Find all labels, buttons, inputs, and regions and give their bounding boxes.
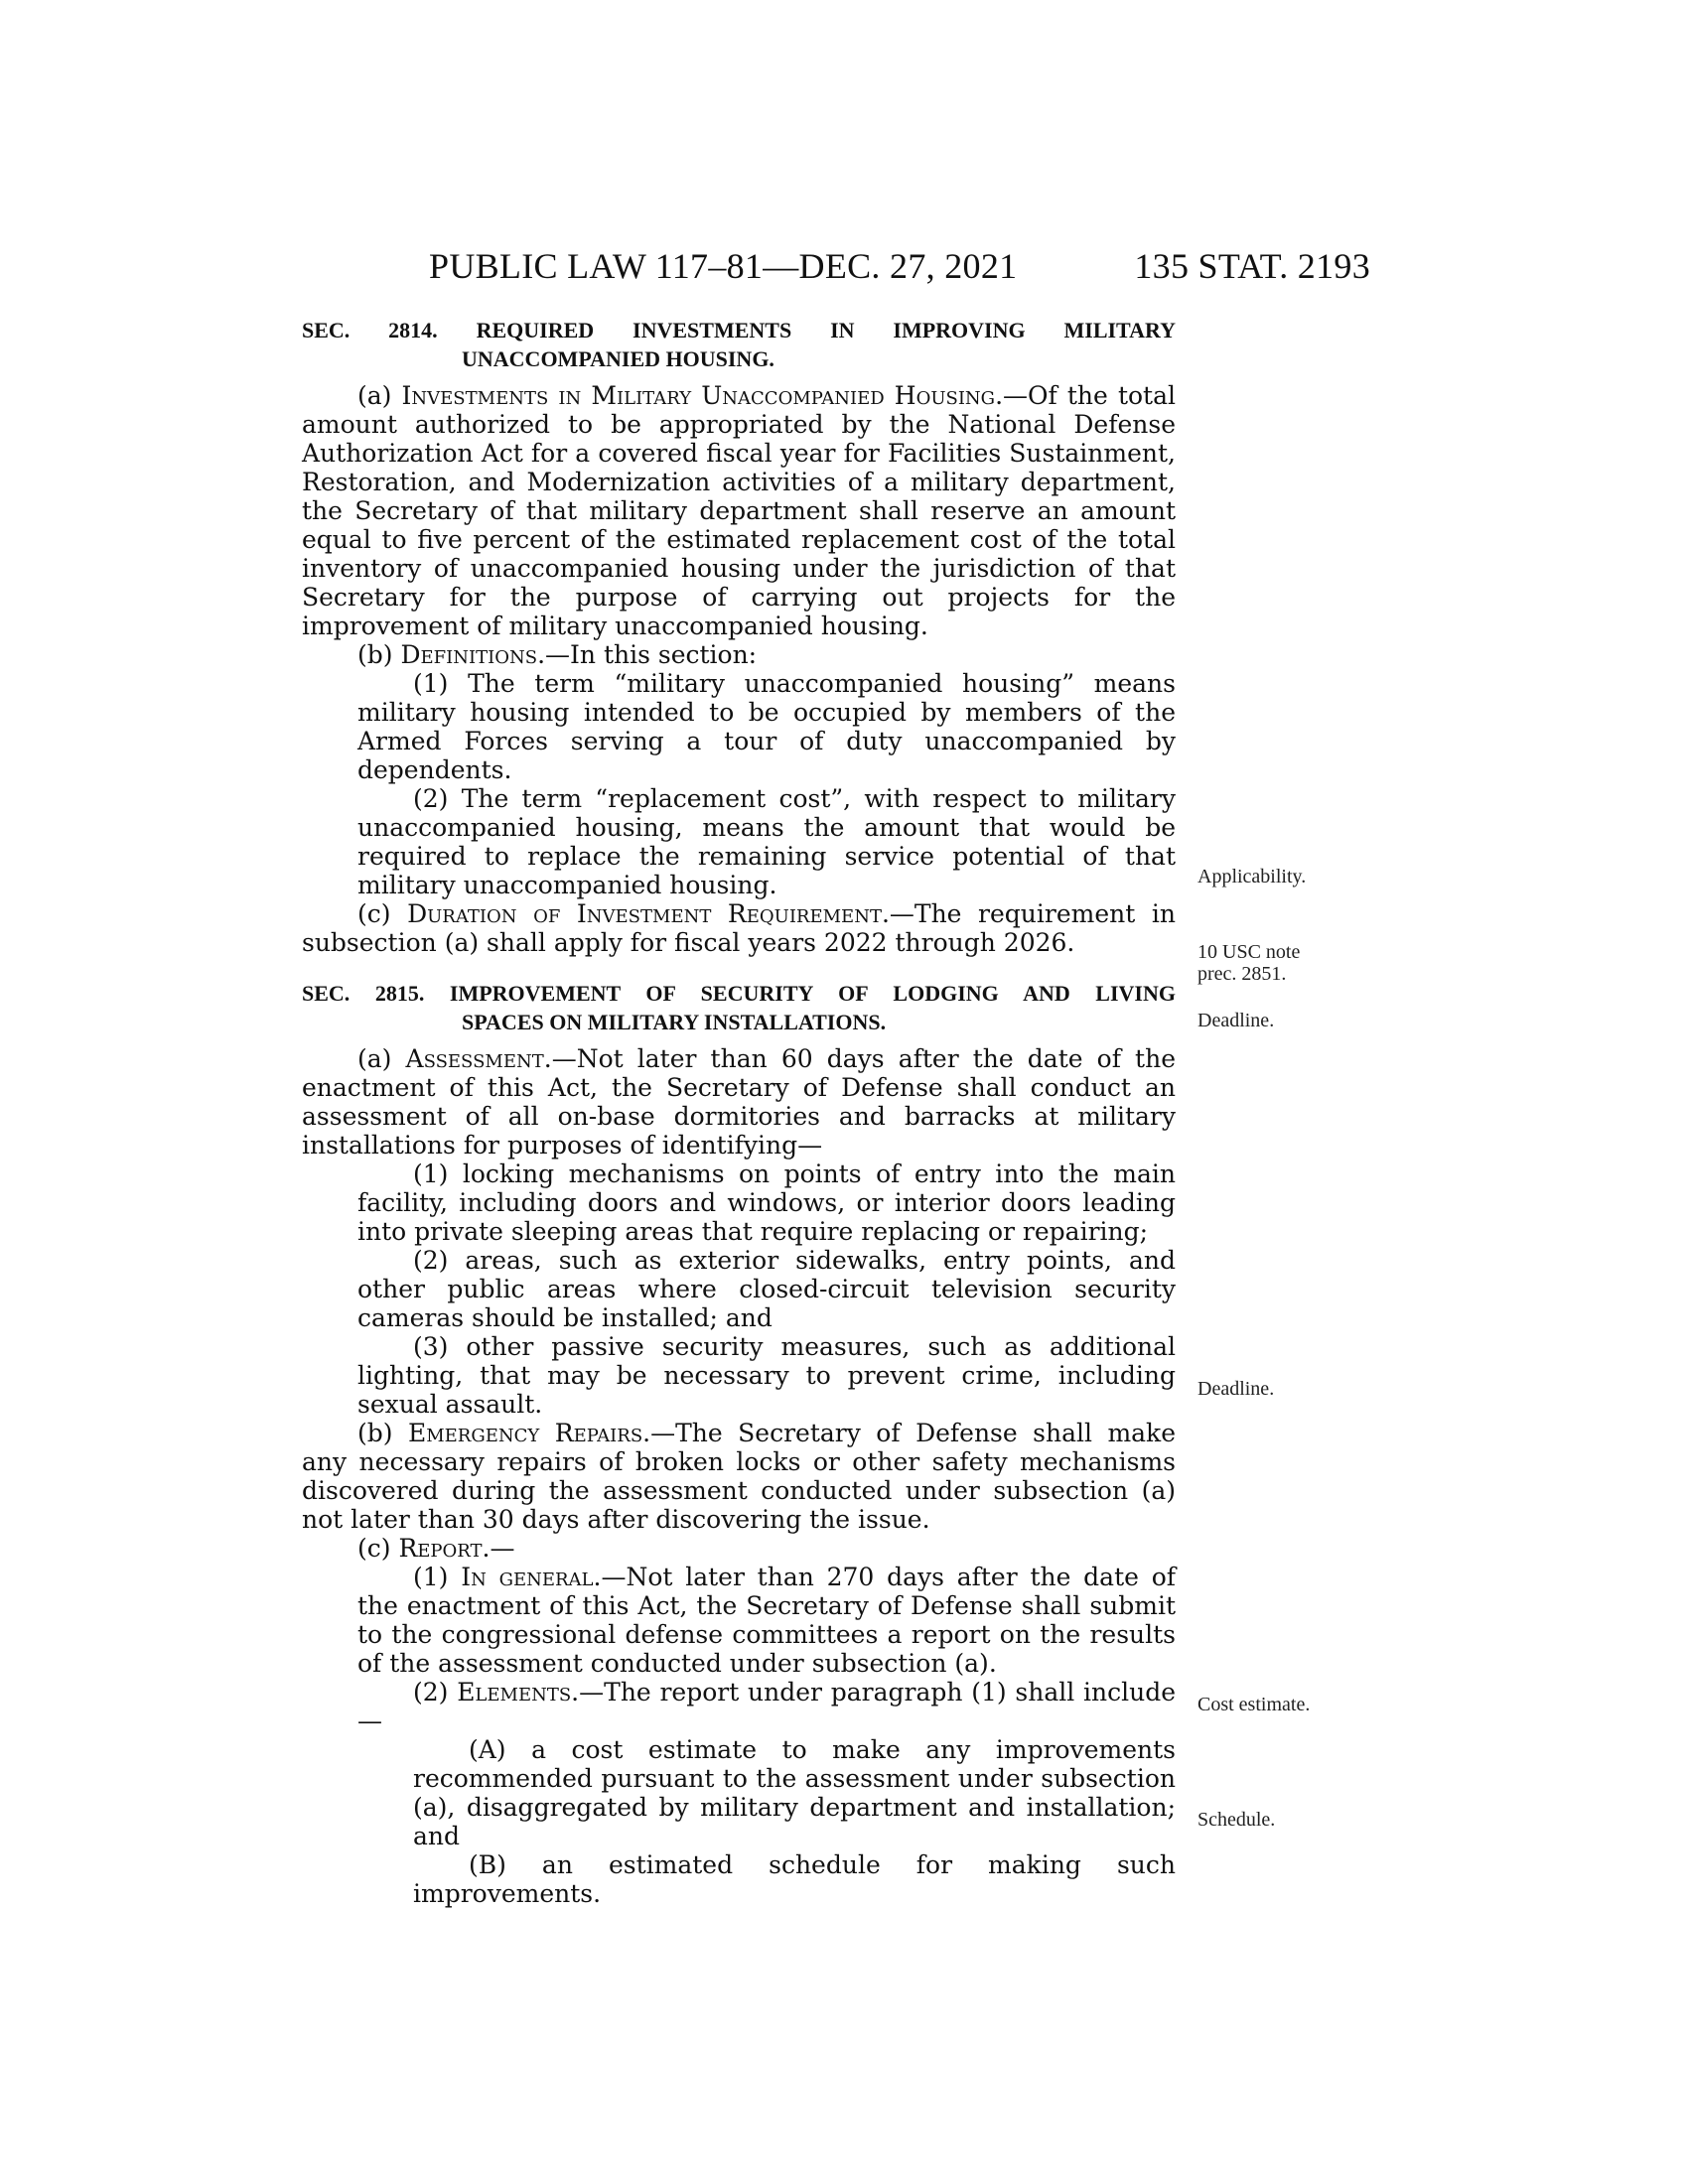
- margin-note-usc-line2: prec. 2851.: [1197, 963, 1287, 985]
- section-2814-heading: SEC. 2814. REQUIRED INVESTMENTS IN IMPROVING MILITARY: [302, 318, 1176, 342]
- public-law-citation: PUBLIC LAW 117–81—DEC. 27, 2021: [429, 246, 1018, 286]
- sec2815-c2-subparagraph-A: (A) a cost estimate to make any improvements recommended pursuant to the assessment under subsection (a), disaggregated by military department and installation; and: [413, 1735, 1176, 1850]
- section-2814-heading-cont: UNACCOMPANIED HOUSING.: [462, 346, 774, 371]
- main-text-column: [302, 316, 1176, 1908]
- sec2815-a-paragraph-3: (3) other passive security measures, such as additional lighting, that may be necessary to prevent crime, including sexual assault.: [357, 1332, 1176, 1419]
- subsection-title: Report.: [398, 1534, 491, 1563]
- sec2815-c-paragraph-2: (2) Elements.—The report under paragraph (1) shall include—: [357, 1678, 1177, 1735]
- sec2815-subsection-b: (b) Emergency Repairs.—The Secretary of Defense shall make any necessary repairs of broken locks or other safety mechanisms discovered during the assessment conducted under subsection (a) not later than 30 days after discovering the issue.: [302, 1419, 1176, 1534]
- subsection-title: Investments in Military Unaccompanied Housing.: [401, 381, 1004, 410]
- subsection-title: Assessment.: [405, 1044, 552, 1073]
- statute-page-number: 135 STAT. 2193: [1134, 246, 1370, 286]
- sec2814-b-paragraph-1: (1) The term “military unaccompanied housing” means military housing intended to be occupied by members of the Armed Forces serving a tour of duty unaccompanied by dependents.: [357, 669, 1176, 784]
- subsection-title: Duration of Investment Requirement.: [407, 899, 890, 928]
- margin-note-applicability: Applicability.: [1197, 866, 1307, 887]
- sec2815-c2-subparagraph-B: (B) an estimated schedule for making such improvements.: [413, 1850, 1176, 1908]
- paragraph-title: Elements.: [457, 1678, 580, 1706]
- sec2815-a-paragraph-2: (2) areas, such as exterior sidewalks, entry points, and other public areas where closed-circuit television security cameras should be installed; and: [357, 1246, 1176, 1332]
- section-2815-heading-cont: SPACES ON MILITARY INSTALLATIONS.: [462, 1010, 887, 1034]
- sec2815-subsection-c: (c) Report.—: [357, 1534, 515, 1563]
- margin-note-usc: [1197, 941, 1300, 985]
- margin-note-schedule: Schedule.: [1197, 1809, 1276, 1831]
- section-2815-heading: SEC. 2815. IMPROVEMENT OF SECURITY OF LODGING AND LIVING: [302, 981, 1176, 1006]
- sec2815-a-paragraph-1: (1) locking mechanisms on points of entry into the main facility, including doors and windows, or interior doors leading into private sleeping areas that require replacing or repairing;: [357, 1160, 1176, 1246]
- page-header: [298, 245, 1370, 295]
- paragraph-title: In general.: [461, 1563, 602, 1591]
- sec2815-c-paragraph-1: (1) In general.—Not later than 270 days after the date of the enactment of this Act, the Secretary of Defense shall submit to the congressional defense committees a report on the results of the assessment conducted under subsection (a).: [357, 1563, 1176, 1678]
- margin-note-deadline: Deadline.: [1197, 1010, 1275, 1031]
- sec2814-subsection-b: (b) Definitions.—In this section:: [357, 640, 758, 669]
- subsection-title: Definitions.: [400, 640, 546, 669]
- subsection-title: Emergency Repairs.: [407, 1419, 651, 1447]
- sec2814-subsection-a: (a) Investments in Military Unaccompanied Housing.—Of the total amount authorized to be appropriated by the National Defense Authorization Act for a covered fiscal year for Facilities Sustainment, Restoration, and Modernization activities of a military department, the Secretary of that military department shall reserve an amount equal to five percent of the estimated replacement cost of the total inventory of unaccompanied housing under the jurisdiction of that Secretary for the purpose of carrying out projects for the improvement of military unaccompanied housing.: [302, 381, 1176, 640]
- margin-note-deadline: Deadline.: [1197, 1378, 1275, 1400]
- sec2815-subsection-a: (a) Assessment.—Not later than 60 days after the date of the enactment of this Act, the Secretary of Defense shall conduct an assessment of all on-base dormitories and barracks at military installations for purposes of identifying—: [302, 1044, 1176, 1160]
- sec2814-subsection-c: (c) Duration of Investment Requirement.—The requirement in subsection (a) shall apply for fiscal years 2022 through 2026.: [302, 899, 1176, 957]
- margin-note-usc-line1: 10 USC note: [1197, 941, 1301, 963]
- margin-note-cost-estimate: Cost estimate.: [1197, 1694, 1311, 1715]
- sec2814-b-paragraph-2: (2) The term “replacement cost”, with respect to military unaccompanied housing, means the amount that would be required to replace the remaining service potential of that military unaccompanied housing.: [357, 784, 1176, 899]
